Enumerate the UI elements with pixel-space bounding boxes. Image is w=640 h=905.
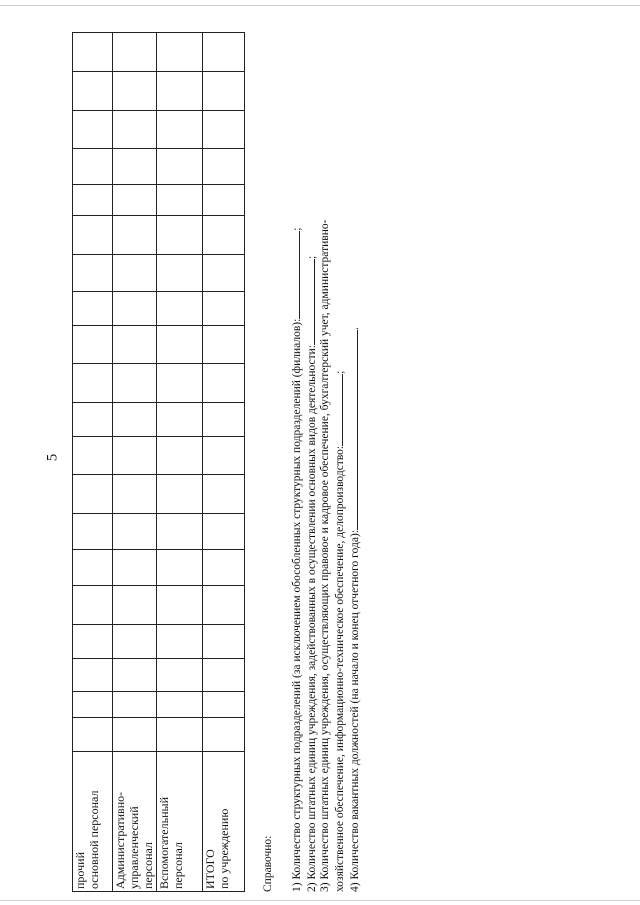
row-label bbox=[157, 752, 203, 892]
row-label-line: персонал bbox=[141, 842, 155, 889]
bottom-rule bbox=[0, 900, 640, 901]
table-cell bbox=[157, 255, 203, 292]
table-row bbox=[113, 33, 157, 892]
table-cell bbox=[113, 658, 157, 692]
note-suffix: . bbox=[349, 327, 361, 330]
row-label-line: основной персонал bbox=[87, 790, 101, 889]
table-cell bbox=[203, 475, 245, 514]
table-cell bbox=[203, 625, 245, 659]
rotated-page-content bbox=[40, 32, 440, 892]
table-row bbox=[73, 33, 113, 892]
table-cell bbox=[203, 364, 245, 403]
table-cell bbox=[73, 550, 113, 586]
row-label bbox=[73, 752, 113, 892]
table-cell bbox=[157, 514, 203, 550]
table-cell bbox=[113, 586, 157, 625]
table-cell bbox=[203, 403, 245, 437]
table-cell bbox=[73, 325, 113, 364]
table-cell bbox=[73, 110, 113, 149]
table-cell bbox=[203, 71, 245, 110]
note-line bbox=[332, 32, 347, 892]
table-cell bbox=[157, 325, 203, 364]
table-cell bbox=[203, 586, 245, 625]
table-cell bbox=[73, 692, 113, 718]
table-cell bbox=[73, 33, 113, 72]
table-cell bbox=[203, 184, 245, 216]
table-cell bbox=[157, 33, 203, 72]
table-cell bbox=[73, 255, 113, 292]
row-label-line: Административно- bbox=[113, 791, 127, 889]
note-text: 1) Количество структурных подразделений (за исключением обособленных структурных подразделений (филиалов): bbox=[291, 318, 303, 892]
table-cell bbox=[73, 149, 113, 184]
note-text: 2) Количество штатных единиц учреждения, задействованных в осуществлении основных видов деятельности: bbox=[306, 344, 318, 892]
table-cell bbox=[157, 292, 203, 326]
fill-in-blank[interactable] bbox=[304, 259, 315, 345]
fill-in-blank[interactable] bbox=[289, 231, 300, 319]
row-label-line: управленческий bbox=[127, 806, 141, 889]
table-cell bbox=[113, 550, 157, 586]
table-cell bbox=[113, 718, 157, 752]
note-line bbox=[304, 32, 319, 892]
table-cell bbox=[203, 292, 245, 326]
table-cell bbox=[157, 149, 203, 184]
note-line bbox=[319, 32, 332, 892]
table-cell bbox=[203, 325, 245, 364]
table-cell bbox=[203, 33, 245, 72]
table-cell bbox=[157, 586, 203, 625]
table-cell bbox=[203, 692, 245, 718]
row-label-line: персонал bbox=[171, 842, 185, 889]
table-cell bbox=[203, 149, 245, 184]
row-label-line: Вспомогательный bbox=[157, 797, 171, 889]
table-cell bbox=[157, 475, 203, 514]
table-cell bbox=[73, 475, 113, 514]
table-cell bbox=[203, 436, 245, 475]
table-cell bbox=[113, 149, 157, 184]
fill-in-blank[interactable] bbox=[347, 330, 358, 530]
table-cell bbox=[157, 625, 203, 659]
table-cell bbox=[157, 550, 203, 586]
table-cell bbox=[73, 718, 113, 752]
table-cell bbox=[113, 475, 157, 514]
table-cell bbox=[157, 692, 203, 718]
note-line bbox=[347, 32, 362, 892]
note-text: 4) Количество вакантных должностей (на начало и конец отчетного года): bbox=[349, 529, 361, 892]
table-cell bbox=[113, 625, 157, 659]
table-cell bbox=[203, 216, 245, 255]
table-row bbox=[203, 33, 245, 892]
fill-in-blank[interactable] bbox=[332, 374, 343, 446]
top-rule bbox=[0, 5, 640, 6]
table-cell bbox=[113, 184, 157, 216]
table-cell bbox=[203, 514, 245, 550]
row-label-line: по учреждению bbox=[217, 808, 231, 889]
table-cell bbox=[73, 436, 113, 475]
staff-table bbox=[72, 32, 245, 892]
table-cell bbox=[113, 110, 157, 149]
table-cell bbox=[203, 110, 245, 149]
table-cell bbox=[113, 216, 157, 255]
table-cell bbox=[157, 436, 203, 475]
note-suffix: ; bbox=[334, 370, 346, 374]
table-cell bbox=[73, 658, 113, 692]
table-cell bbox=[203, 255, 245, 292]
reference-notes bbox=[262, 32, 362, 892]
table-cell bbox=[73, 292, 113, 326]
table-cell bbox=[113, 325, 157, 364]
table-cell bbox=[157, 658, 203, 692]
table-cell bbox=[157, 216, 203, 255]
table-cell bbox=[157, 184, 203, 216]
table-cell bbox=[73, 514, 113, 550]
table-cell bbox=[73, 71, 113, 110]
note-suffix: ; bbox=[306, 255, 318, 259]
table-cell bbox=[113, 436, 157, 475]
note-text: 3) Количество штатных единиц учреждения, осуществляющих правовое и кадровое обеспечение, бухгалтерский учет, административно- bbox=[319, 219, 331, 892]
table-cell bbox=[113, 255, 157, 292]
table-cell bbox=[73, 586, 113, 625]
table-cell bbox=[113, 33, 157, 72]
table-cell bbox=[73, 216, 113, 255]
row-label-line: прочий bbox=[73, 852, 87, 889]
page-number: 5 bbox=[44, 453, 61, 462]
table-row bbox=[157, 33, 203, 892]
table-cell bbox=[73, 184, 113, 216]
table-cell bbox=[157, 110, 203, 149]
table-cell bbox=[73, 403, 113, 437]
table-cell bbox=[113, 71, 157, 110]
table-cell bbox=[113, 292, 157, 326]
table-cell bbox=[203, 550, 245, 586]
table-cell bbox=[113, 514, 157, 550]
table-cell bbox=[157, 364, 203, 403]
table-cell bbox=[113, 364, 157, 403]
table-cell bbox=[157, 403, 203, 437]
table-cell bbox=[203, 718, 245, 752]
table-cell bbox=[203, 658, 245, 692]
table-cell bbox=[113, 692, 157, 718]
row-label-line: ИТОГО bbox=[203, 849, 217, 889]
table-cell bbox=[157, 718, 203, 752]
table-cell bbox=[73, 625, 113, 659]
row-label bbox=[203, 752, 245, 892]
table-cell bbox=[157, 71, 203, 110]
row-label bbox=[113, 752, 157, 892]
note-suffix: ; bbox=[291, 227, 303, 231]
notes-title: Справочно: bbox=[262, 835, 274, 892]
note-line bbox=[289, 32, 304, 892]
table-cell bbox=[73, 364, 113, 403]
note-text: хозяйственное обеспечение, информационно-техническое обеспечение, делопроизводство: bbox=[334, 445, 346, 892]
table-cell bbox=[113, 403, 157, 437]
